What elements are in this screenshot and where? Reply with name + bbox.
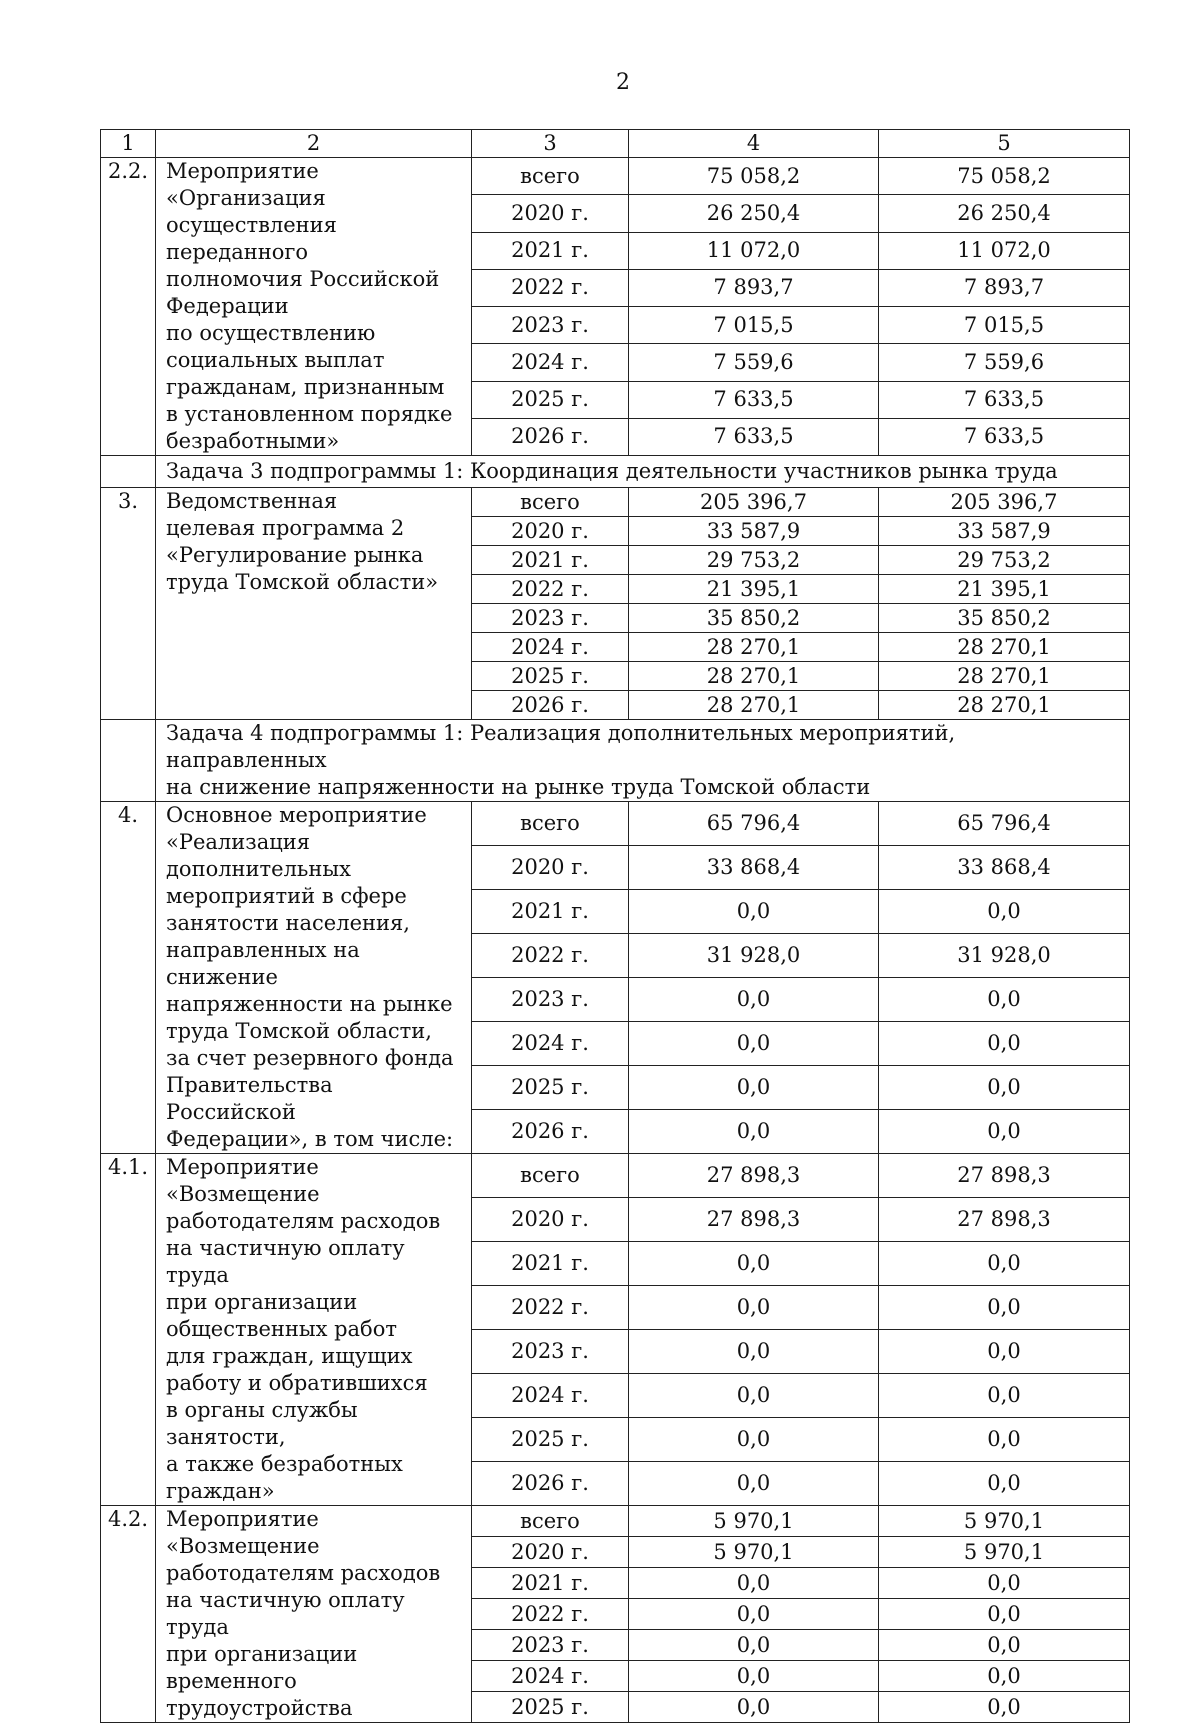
value-col5: 0,0: [879, 1286, 1130, 1330]
value-col4: 7 633,5: [629, 381, 879, 418]
value-col5: 28 270,1: [879, 633, 1130, 662]
value-col4: 0,0: [629, 1066, 879, 1110]
value-col4: 0,0: [629, 1630, 879, 1661]
value-col5: 27 898,3: [879, 1154, 1130, 1198]
value-col5: 35 850,2: [879, 604, 1130, 633]
value-col4: 0,0: [629, 1242, 879, 1286]
value-col4: 0,0: [629, 890, 879, 934]
period-cell: 2024 г.: [472, 1374, 629, 1418]
period-cell: 2026 г.: [472, 1110, 629, 1154]
value-col5: 28 270,1: [879, 691, 1130, 720]
period-cell: 2026 г.: [472, 691, 629, 720]
value-col5: 7 633,5: [879, 418, 1130, 455]
task-text: Задача 3 подпрограммы 1: Координация деятельности участников рынка труда: [156, 456, 1130, 488]
value-col5: 0,0: [879, 1462, 1130, 1506]
period-cell: 2022 г.: [472, 934, 629, 978]
period-cell: 2020 г.: [472, 846, 629, 890]
header-cell: 3: [472, 130, 629, 158]
header-cell: 2: [156, 130, 472, 158]
item-number: 4.2.: [101, 1506, 156, 1723]
value-col4: 0,0: [629, 1599, 879, 1630]
value-col4: 28 270,1: [629, 662, 879, 691]
value-col4: 0,0: [629, 1022, 879, 1066]
header-cell: 5: [879, 130, 1130, 158]
period-cell: 2023 г.: [472, 1330, 629, 1374]
table-row: [101, 488, 1130, 517]
period-cell: 2021 г.: [472, 546, 629, 575]
task-number-cell: [101, 456, 156, 488]
value-col4: 29 753,2: [629, 546, 879, 575]
item-number: 4.1.: [101, 1154, 156, 1506]
period-cell: 2025 г.: [472, 1418, 629, 1462]
value-col4: 75 058,2: [629, 158, 879, 195]
value-col4: 7 633,5: [629, 418, 879, 455]
value-col4: 7 893,7: [629, 269, 879, 306]
task-row: [101, 720, 1130, 802]
value-col4: 0,0: [629, 1462, 879, 1506]
period-cell: 2021 г.: [472, 1568, 629, 1599]
value-col4: 31 928,0: [629, 934, 879, 978]
item-description: Основное мероприятие «Реализация дополнительных мероприятий в сфере занятости населения, направленных на снижение напряженности на рынке труда Томской области, за счет резервного фонда Правительства Российской Федерации», в том числе:: [156, 802, 472, 1154]
value-col5: 27 898,3: [879, 1198, 1130, 1242]
value-col4: 5 970,1: [629, 1537, 879, 1568]
value-col4: 0,0: [629, 978, 879, 1022]
value-col4: 7 559,6: [629, 344, 879, 381]
value-col4: 27 898,3: [629, 1198, 879, 1242]
value-col5: 0,0: [879, 1661, 1130, 1692]
table-row: [101, 1506, 1130, 1537]
value-col5: 0,0: [879, 1110, 1130, 1154]
value-col5: 7 559,6: [879, 344, 1130, 381]
value-col5: 0,0: [879, 1374, 1130, 1418]
period-cell: 2024 г.: [472, 633, 629, 662]
value-col5: 0,0: [879, 890, 1130, 934]
value-col5: 75 058,2: [879, 158, 1130, 195]
period-cell: всего: [472, 1154, 629, 1198]
item-number: 3.: [101, 488, 156, 720]
value-col4: 0,0: [629, 1330, 879, 1374]
period-cell: 2023 г.: [472, 1630, 629, 1661]
value-col5: 0,0: [879, 1692, 1130, 1723]
value-col4: 26 250,4: [629, 195, 879, 232]
value-col5: 0,0: [879, 1599, 1130, 1630]
task-row: [101, 456, 1130, 488]
task-number-cell: [101, 720, 156, 802]
header-row: [101, 130, 1130, 158]
value-col5: 26 250,4: [879, 195, 1130, 232]
period-cell: 2021 г.: [472, 1242, 629, 1286]
value-col4: 205 396,7: [629, 488, 879, 517]
value-col5: 31 928,0: [879, 934, 1130, 978]
header-cell: 1: [101, 130, 156, 158]
value-col5: 33 868,4: [879, 846, 1130, 890]
value-col5: 65 796,4: [879, 802, 1130, 846]
period-cell: всего: [472, 802, 629, 846]
value-col4: 0,0: [629, 1286, 879, 1330]
value-col5: 205 396,7: [879, 488, 1130, 517]
value-col5: 7 015,5: [879, 307, 1130, 344]
value-col4: 5 970,1: [629, 1506, 879, 1537]
value-col4: 27 898,3: [629, 1154, 879, 1198]
value-col5: 0,0: [879, 1418, 1130, 1462]
period-cell: 2022 г.: [472, 1286, 629, 1330]
budget-table: [100, 129, 1130, 1723]
period-cell: 2025 г.: [472, 1066, 629, 1110]
value-col5: 0,0: [879, 1630, 1130, 1661]
value-col5: 0,0: [879, 978, 1130, 1022]
item-description: Мероприятие «Возмещение работодателям расходов на частичную оплату труда при организации общественных работ для граждан, ищущих работу и обратившихся в органы службы занятости, а также безработных граждан»: [156, 1154, 472, 1506]
value-col4: 33 587,9: [629, 517, 879, 546]
value-col5: 7 633,5: [879, 381, 1130, 418]
period-cell: 2023 г.: [472, 307, 629, 344]
period-cell: 2025 г.: [472, 662, 629, 691]
value-col5: 0,0: [879, 1242, 1130, 1286]
period-cell: 2021 г.: [472, 890, 629, 934]
value-col5: 0,0: [879, 1066, 1130, 1110]
value-col4: 11 072,0: [629, 232, 879, 269]
period-cell: 2023 г.: [472, 604, 629, 633]
value-col4: 0,0: [629, 1692, 879, 1723]
period-cell: 2025 г.: [472, 1692, 629, 1723]
period-cell: 2020 г.: [472, 517, 629, 546]
table-row: [101, 802, 1130, 846]
table-row: [101, 1154, 1130, 1198]
value-col4: 35 850,2: [629, 604, 879, 633]
value-col4: 0,0: [629, 1110, 879, 1154]
period-cell: всего: [472, 488, 629, 517]
value-col5: 0,0: [879, 1568, 1130, 1599]
header-cell: 4: [629, 130, 879, 158]
value-col4: 33 868,4: [629, 846, 879, 890]
value-col5: 7 893,7: [879, 269, 1130, 306]
item-description: Мероприятие «Возмещение работодателям расходов на частичную оплату труда при организации временного трудоустройства: [156, 1506, 472, 1723]
page-number: 2: [616, 70, 630, 95]
value-col5: 29 753,2: [879, 546, 1130, 575]
task-text: Задача 4 подпрограммы 1: Реализация дополнительных мероприятий, направленных на снижение напряженности на рынке труда Томской области: [156, 720, 1130, 802]
value-col4: 21 395,1: [629, 575, 879, 604]
value-col4: 65 796,4: [629, 802, 879, 846]
item-number: 4.: [101, 802, 156, 1154]
period-cell: всего: [472, 158, 629, 195]
value-col5: 21 395,1: [879, 575, 1130, 604]
value-col4: 28 270,1: [629, 633, 879, 662]
period-cell: 2026 г.: [472, 418, 629, 455]
value-col4: 28 270,1: [629, 691, 879, 720]
item-description: Мероприятие «Организация осуществления переданного полномочия Российской Федерации по осуществлению социальных выплат гражданам, признанным в установленном порядке безработными»: [156, 158, 472, 456]
period-cell: 2022 г.: [472, 575, 629, 604]
period-cell: 2022 г.: [472, 1599, 629, 1630]
period-cell: 2021 г.: [472, 232, 629, 269]
table-row: [101, 158, 1130, 195]
value-col5: 28 270,1: [879, 662, 1130, 691]
period-cell: 2022 г.: [472, 269, 629, 306]
value-col4: 0,0: [629, 1374, 879, 1418]
period-cell: 2024 г.: [472, 344, 629, 381]
value-col4: 0,0: [629, 1418, 879, 1462]
value-col4: 7 015,5: [629, 307, 879, 344]
period-cell: 2020 г.: [472, 195, 629, 232]
value-col4: 0,0: [629, 1568, 879, 1599]
value-col5: 0,0: [879, 1022, 1130, 1066]
period-cell: 2020 г.: [472, 1537, 629, 1568]
value-col5: 5 970,1: [879, 1537, 1130, 1568]
period-cell: 2026 г.: [472, 1462, 629, 1506]
period-cell: 2024 г.: [472, 1661, 629, 1692]
period-cell: всего: [472, 1506, 629, 1537]
value-col5: 11 072,0: [879, 232, 1130, 269]
period-cell: 2020 г.: [472, 1198, 629, 1242]
period-cell: 2023 г.: [472, 978, 629, 1022]
value-col5: 33 587,9: [879, 517, 1130, 546]
period-cell: 2025 г.: [472, 381, 629, 418]
item-description: Ведомственная целевая программа 2 «Регулирование рынка труда Томской области»: [156, 488, 472, 720]
item-number: 2.2.: [101, 158, 156, 456]
value-col5: 0,0: [879, 1330, 1130, 1374]
value-col4: 0,0: [629, 1661, 879, 1692]
value-col5: 5 970,1: [879, 1506, 1130, 1537]
period-cell: 2024 г.: [472, 1022, 629, 1066]
